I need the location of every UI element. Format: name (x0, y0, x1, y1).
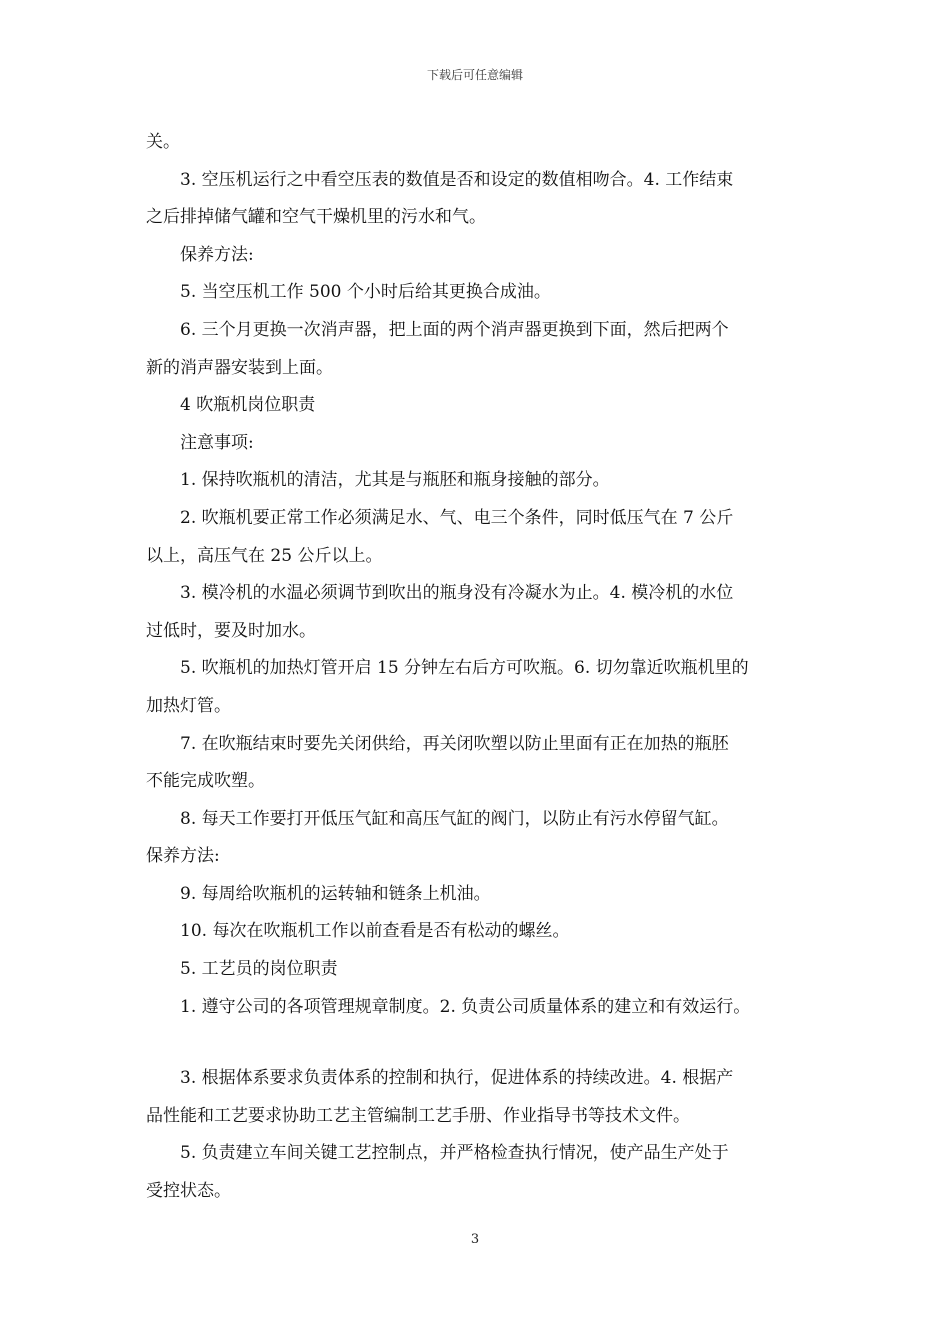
paragraph-line: 3. 根据体系要求负责体系的控制和执行，促进体系的持续改进。4. 根据产 (180, 1068, 734, 1089)
paragraph-line: 品性能和工艺要求协助工艺主管编制工艺手册、作业指导书等技术文件。 (146, 1105, 690, 1126)
paragraph-line: 受控状态。 (146, 1181, 231, 1202)
paragraph-line: 过低时，要及时加水。 (146, 620, 316, 641)
paragraph-line: 2. 吹瓶机要正常工作必须满足水、气、电三个条件，同时低压气在 7 公斤 (180, 507, 734, 528)
paragraph-line: 10. 每次在吹瓶机工作以前查看是否有松动的螺丝。 (180, 921, 570, 942)
paragraph-line: 3. 模冷机的水温必须调节到吹出的瓶身没有冷凝水为止。4. 模冷机的水位 (180, 583, 734, 604)
paragraph-line: 不能完成吹塑。 (146, 771, 265, 792)
paragraph-line: 以上，高压气在 25 公斤以上。 (146, 545, 383, 566)
section-label: 保养方法: (146, 846, 220, 867)
page-number: 3 (470, 1232, 480, 1247)
paragraph-line: 加热灯管。 (146, 695, 231, 716)
paragraph-gap (146, 1026, 818, 1060)
section-heading: 4 吹瓶机岗位职责 (180, 395, 316, 416)
page-header: 下载后可任意编辑 (426, 68, 523, 82)
paragraph-line: 5. 当空压机工作 500 个小时后给其更换合成油。 (180, 282, 551, 303)
paragraph-line: 3. 空压机运行之中看空压表的数值是否和设定的数值相吻合。4. 工作结束 (180, 169, 734, 190)
paragraph-line: 7. 在吹瓶结束时要先关闭供给，再关闭吹塑以防止里面有正在加热的瓶胚 (180, 733, 729, 754)
paragraph-line: 6. 三个月更换一次消声器，把上面的两个消声器更换到下面，然后把两个 (180, 319, 729, 340)
paragraph-line: 关。 (146, 132, 180, 152)
paragraph-line: 之后排掉储气罐和空气干燥机里的污水和气。 (146, 207, 486, 228)
paragraph-line: 5. 吹瓶机的加热灯管开启 15 分钟左右后方可吹瓶。6. 切勿靠近吹瓶机里的 (180, 658, 749, 679)
paragraph-line: 9. 每周给吹瓶机的运转轴和链条上机油。 (180, 883, 491, 904)
document-body (146, 124, 818, 1211)
paragraph-line: 新的消声器安装到上面。 (146, 357, 333, 378)
section-label: 保养方法: (180, 244, 254, 265)
paragraph-line: 1. 保持吹瓶机的清洁，尤其是与瓶胚和瓶身接触的部分。 (180, 470, 610, 491)
paragraph-line: 1. 遵守公司的各项管理规章制度。2. 负责公司质量体系的建立和有效运行。 (180, 996, 751, 1017)
section-label: 注意事项: (180, 432, 254, 453)
section-heading: 5. 工艺员的岗位职责 (180, 959, 338, 980)
paragraph-line: 8. 每天工作要打开低压气缸和高压气缸的阀门，以防止有污水停留气缸。 (180, 808, 729, 829)
paragraph-line: 5. 负责建立车间关键工艺控制点，并严格检查执行情况，使产品生产处于 (180, 1143, 729, 1164)
